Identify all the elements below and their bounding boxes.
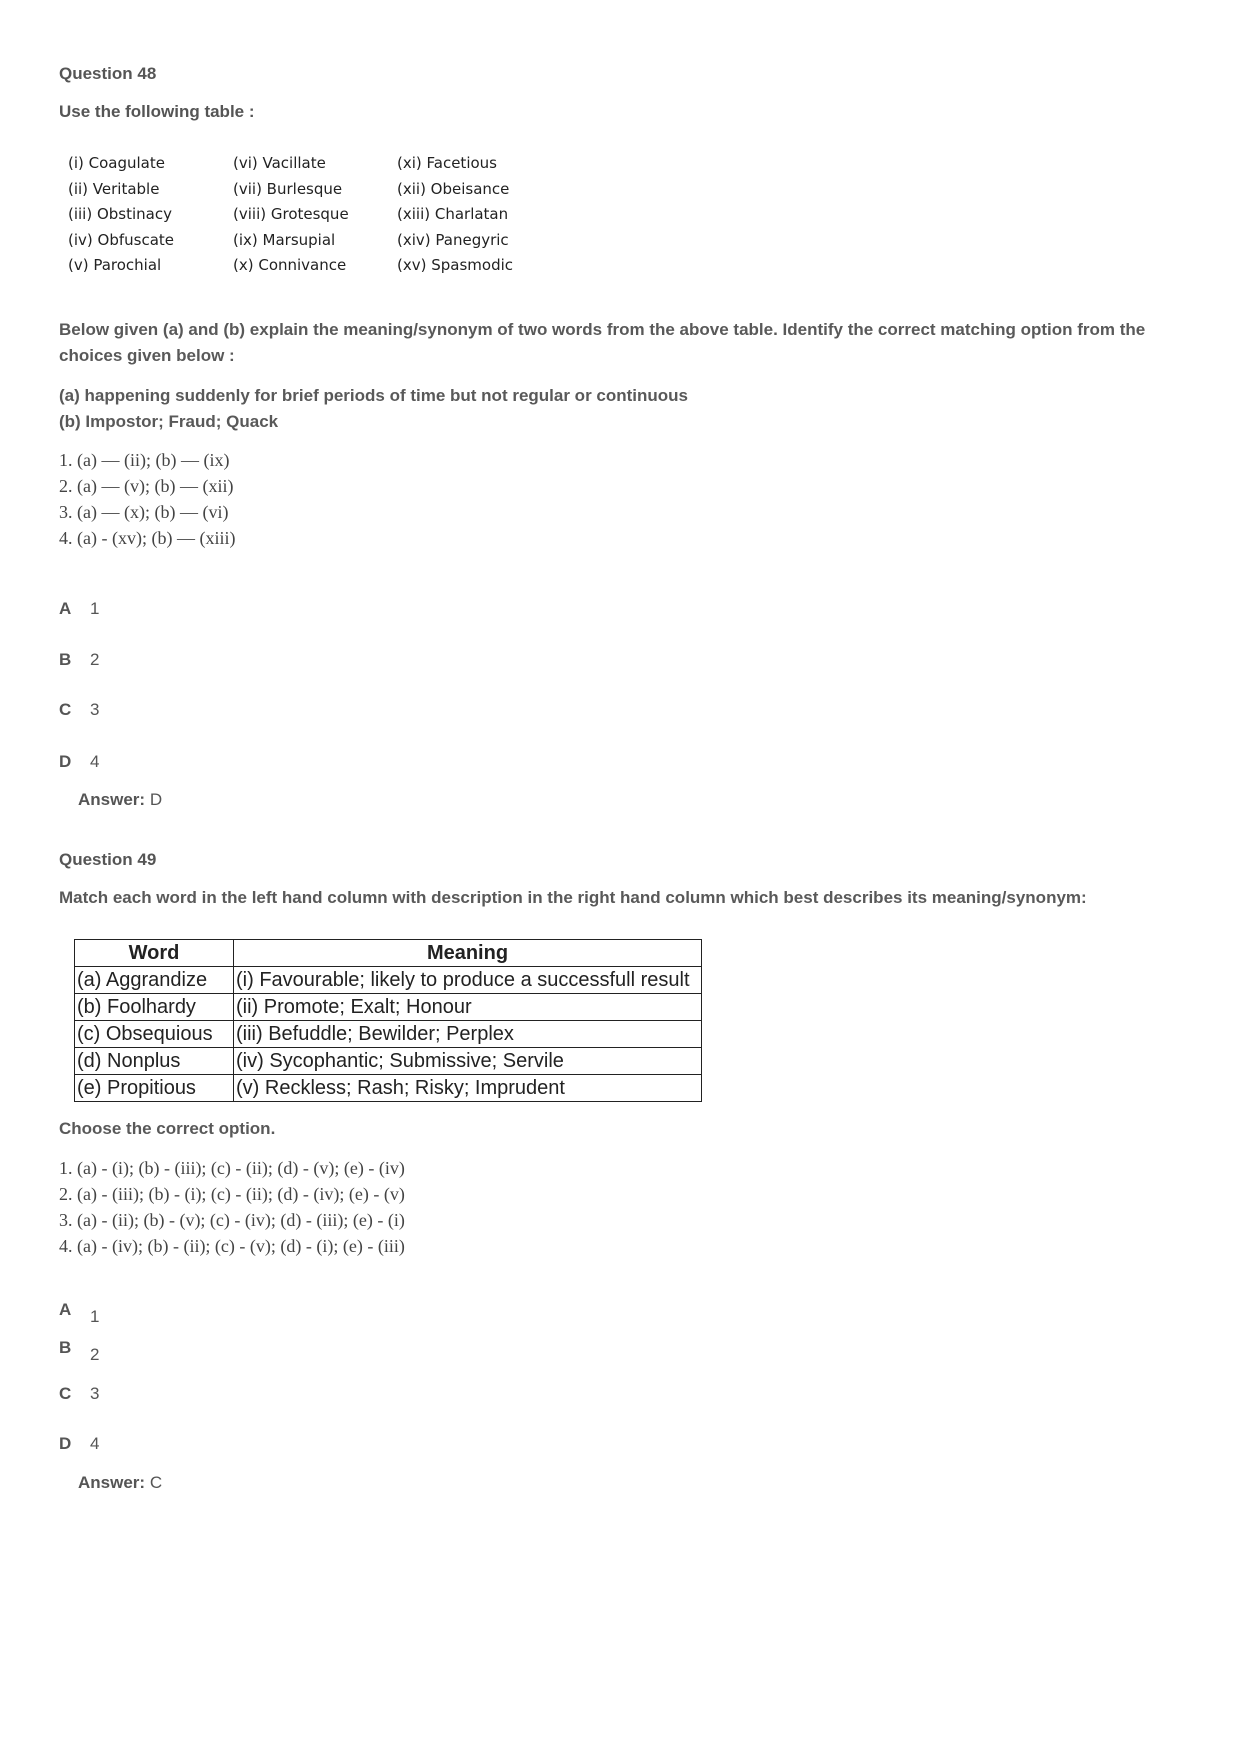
option-value: 2 (90, 1345, 100, 1364)
option-letter: D (59, 1434, 72, 1453)
option-value: 4 (90, 1434, 100, 1453)
word-item: (xiii) Charlatan (397, 205, 509, 223)
q49-option-d[interactable] (59, 1434, 99, 1454)
choice-item: 4. (a) - (xv); (b) — (xiii) (59, 528, 236, 548)
option-letter: B (59, 1338, 72, 1357)
answer-value: C (149, 1473, 163, 1492)
option-letter: A (59, 1300, 72, 1319)
word-item: (vii) Burlesque (233, 179, 343, 198)
word-cell: (e) Propitious (75, 1075, 234, 1102)
table-header-row (75, 940, 702, 967)
q49-option-c[interactable] (59, 1384, 99, 1404)
word-item: (xiv) Panegyric (397, 230, 509, 249)
q48-answer (78, 790, 162, 810)
word-item: (xv) Spasmodic (397, 256, 514, 274)
choice-item: 2. (a) - (iii); (b) - (i); (c) - (ii); (d) - (iv); (e) - (v) (59, 1184, 405, 1204)
q49-option-a[interactable] (59, 1300, 100, 1326)
word-item: (i) Coagulate (68, 154, 165, 172)
option-letter: B (59, 650, 72, 669)
q49-title: Question 49 (59, 850, 157, 869)
meaning-cell: (iv) Sycophantic; Submissive; Servile (234, 1048, 702, 1075)
table-row (75, 1021, 702, 1048)
word-item: (iii) Obstinacy (68, 205, 172, 223)
header-word: Word (75, 940, 234, 967)
word-item: (iv) Obfuscate (68, 230, 174, 249)
word-item: (xi) Facetious (397, 154, 497, 172)
q48-option-a[interactable] (59, 599, 99, 619)
answer-label: Answer: (78, 790, 146, 809)
q48-option-c[interactable] (59, 700, 99, 720)
table-row (75, 1048, 702, 1075)
meaning-cell: (iii) Befuddle; Bewilder; Perplex (234, 1021, 702, 1048)
word-cell: (d) Nonplus (75, 1048, 234, 1075)
q49-choices (59, 1155, 405, 1259)
choice-item: 3. (a) - (ii); (b) - (v); (c) - (iv); (d) - (iii); (e) - (i) (59, 1210, 405, 1230)
q48-option-d[interactable] (59, 752, 99, 772)
word-item: (v) Parochial (68, 256, 162, 274)
answer-value: D (149, 790, 163, 809)
meaning-b: (b) Impostor; Fraud; Quack (59, 412, 279, 431)
table-row (75, 994, 702, 1021)
q48-choices (59, 447, 235, 551)
meaning-cell: (v) Reckless; Rash; Risky; Imprudent (234, 1075, 702, 1102)
option-letter: A (59, 599, 72, 618)
option-letter: C (59, 700, 72, 719)
q49-instruction: Match each word in the left hand column with description in the right hand column which best describes its meaning/synonym: (59, 888, 1087, 907)
word-item: (viii) Grotesque (233, 205, 349, 223)
word-item: (ii) Veritable (68, 179, 160, 198)
q48-meanings (59, 383, 688, 435)
option-letter: D (59, 752, 72, 771)
option-value: 3 (90, 700, 100, 719)
word-column-3 (397, 151, 513, 279)
word-cell: (a) Aggrandize (75, 967, 234, 994)
word-item: (ix) Marsupial (233, 230, 336, 249)
option-value: 1 (90, 599, 100, 618)
meaning-cell: (ii) Promote; Exalt; Honour (234, 994, 702, 1021)
meaning-table (74, 939, 702, 1102)
word-cell: (c) Obsequious (75, 1021, 234, 1048)
word-item: (x) Connivance (233, 256, 347, 274)
meaning-a: (a) happening suddenly for brief periods of time but not regular or continuous (59, 386, 689, 405)
word-column-2 (233, 151, 349, 279)
header-meaning: Meaning (234, 940, 702, 967)
choice-item: 4. (a) - (iv); (b) - (ii); (c) - (v); (d) - (i); (e) - (iii) (59, 1236, 405, 1256)
option-value: 4 (90, 752, 100, 771)
option-value: 2 (90, 650, 100, 669)
option-letter: C (59, 1384, 72, 1403)
q49-answer (78, 1473, 162, 1493)
word-item: (vi) Vacillate (233, 154, 326, 172)
q48-instruction: Below given (a) and (b) explain the meaning/synonym of two words from the above table. Identify the correct matching option from the choices given below : (59, 320, 1146, 365)
choice-item: 3. (a) — (x); (b) — (vi) (59, 502, 229, 522)
q48-intro: Use the following table : (59, 102, 255, 121)
word-cell: (b) Foolhardy (75, 994, 234, 1021)
word-column-1 (68, 151, 174, 279)
q49-option-b[interactable] (59, 1338, 100, 1364)
table-row (75, 967, 702, 994)
word-item: (xii) Obeisance (397, 179, 510, 198)
choice-item: 2. (a) — (v); (b) — (xii) (59, 476, 234, 496)
answer-label: Answer: (78, 1473, 146, 1492)
q48-option-b[interactable] (59, 650, 99, 670)
q49-choose-text: Choose the correct option. (59, 1119, 276, 1138)
table-row (75, 1075, 702, 1102)
q48-title: Question 48 (59, 64, 157, 83)
meaning-cell: (i) Favourable; likely to produce a successfull result (234, 967, 702, 994)
choice-item: 1. (a) - (i); (b) - (iii); (c) - (ii); (d) - (v); (e) - (iv) (59, 1158, 405, 1178)
option-value: 3 (90, 1384, 100, 1403)
choice-item: 1. (a) — (ii); (b) — (ix) (59, 450, 230, 470)
option-value: 1 (90, 1307, 100, 1326)
